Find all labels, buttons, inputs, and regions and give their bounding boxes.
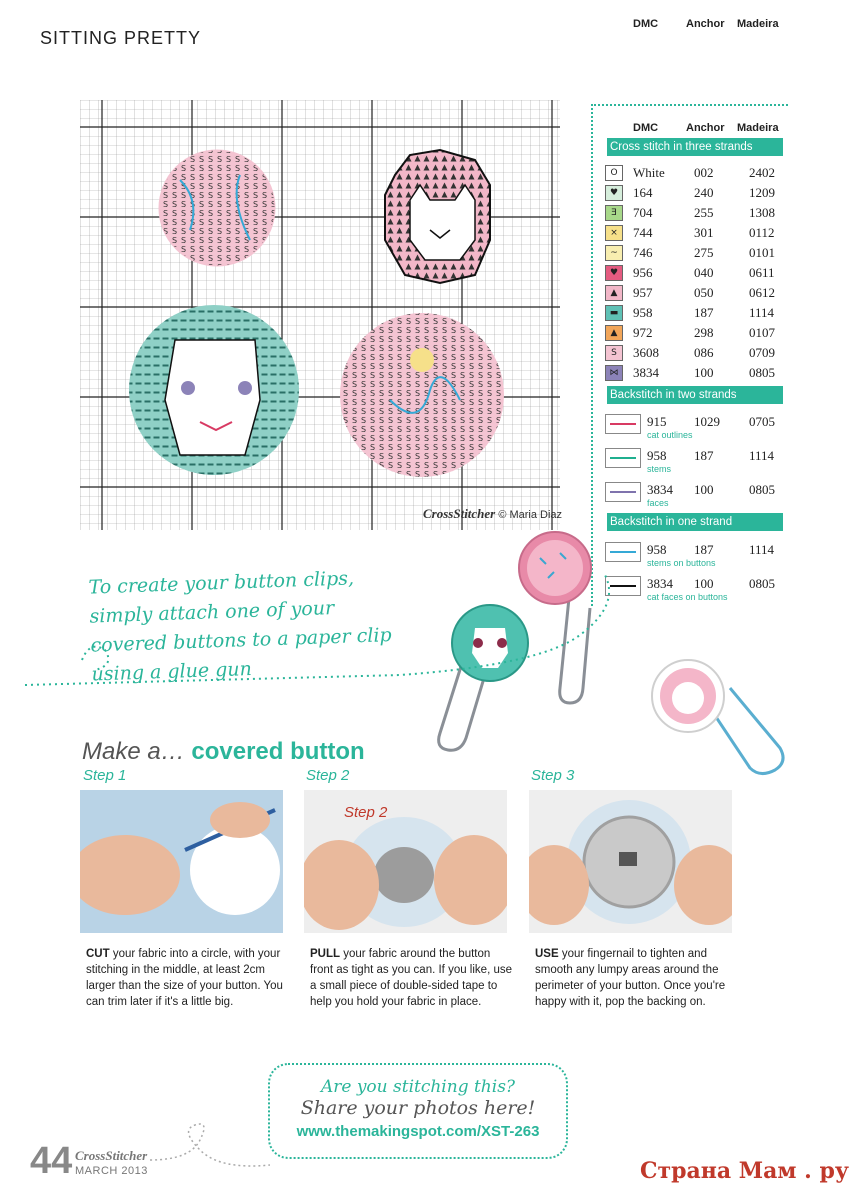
key-dmc: 3608 [633,345,659,360]
key-col-madeira: Madeira [737,18,779,30]
step-3-body: your fingernail to tighten and smooth any lumpy areas around the perimeter of your button. Once you're happy with it, pop the backing on. [535,948,726,1008]
key-anchor: 240 [694,185,714,200]
key-anchor: 187 [694,448,714,463]
stitch-symbol-icon: ~ [605,245,623,261]
key-madeira: 1114 [749,542,775,557]
how-to-prefix: Make a… [82,738,185,765]
key-madeira: 0107 [749,325,775,340]
key-cross-row [605,363,785,383]
key-header-anchor: Anchor [686,122,725,134]
key-anchor: 100 [694,576,714,591]
key-dmc: 3834 [647,482,673,497]
key-dmc: 957 [633,285,653,300]
chart-credit [423,506,562,522]
how-to-subject: covered button [191,738,365,765]
step-1-label: Step 1 [83,767,127,784]
key-section-back1: Backstitch in one strand [607,513,783,531]
key-header-madeira: Madeira [737,122,779,134]
key-anchor: 275 [694,245,714,260]
footer-issue: MARCH 2013 [75,1165,148,1177]
key-anchor: 255 [694,205,714,220]
key-header-dmc: DMC [633,122,659,134]
key-cross-row [605,323,785,343]
step-2-label: Step 2 [306,767,350,784]
key-dmc: 704 [633,205,653,220]
key-madeira: 0611 [749,265,775,280]
stitch-symbol-icon: ▬ [605,305,623,321]
stitch-symbol-icon: ⋈ [605,365,623,381]
stitch-symbol-icon: ▲ [605,285,623,301]
key-anchor: 050 [694,285,714,300]
step-1-text [86,946,291,1010]
credit-designer: © Maria Diaz [498,509,563,521]
key-cross-row [605,163,785,183]
step-3-verb: USE [535,948,559,960]
key-dmc: 164 [633,185,653,200]
key-cross-row [605,203,785,223]
key-cross-row [605,263,785,283]
footer-dotted-flourish [150,1120,270,1180]
stitch-symbol-icon: O [605,165,623,181]
share-link[interactable]: www.themakingspot.com/XST-263 [296,1123,540,1140]
step-2-body: your fabric around the button front as tight as you can. If you like, use a small piece of double-sided tape to help you hold your fabric in place. [310,948,512,1008]
key-backstitch-row [605,444,785,478]
key-madeira: 0805 [749,576,775,591]
key-col-anchor: Anchor [686,18,725,30]
key-usage: stems on buttons [647,558,716,568]
backstitch-line-icon [605,448,641,468]
credit-brand: CrossStitcher [423,506,496,521]
key-madeira: 2402 [749,165,775,180]
stitch-symbol-icon: × [605,225,623,241]
key-madeira: 0805 [749,365,775,380]
site-watermark: Страна Мам . ру [640,1158,849,1184]
key-cross-row [605,223,785,243]
key-col-dmc: DMC [633,18,659,30]
key-section-cross: Cross stitch in three strands [607,138,783,156]
key-anchor: 187 [694,305,714,320]
key-madeira: 0112 [749,225,775,240]
key-anchor: 002 [694,165,714,180]
key-usage: faces [647,498,669,508]
step-3-text [535,946,740,1010]
key-anchor: 298 [694,325,714,340]
key-madeira: 0709 [749,345,775,360]
key-backstitch-row [605,478,785,512]
key-dmc: 958 [633,305,653,320]
key-anchor: 086 [694,345,714,360]
step-3-label: Step 3 [531,767,575,784]
stitch-symbol-icon: ♥ [605,185,623,201]
step-2-photo [304,790,507,933]
key-cross-row [605,303,785,323]
backstitch-swatch [610,457,636,459]
key-cross-row [605,283,785,303]
key-usage: cat outlines [647,430,693,440]
key-dmc: 746 [633,245,653,260]
key-dmc: 972 [633,325,653,340]
key-dmc: 915 [647,414,667,429]
backstitch-line-icon [605,414,641,434]
key-cross-row [605,343,785,363]
section-title: SITTING PRETTY [40,28,202,48]
key-madeira: 0805 [749,482,775,497]
footer-magazine: CrossStitcher [75,1148,148,1163]
key-anchor: 301 [694,225,714,240]
key-anchor: 100 [694,482,714,497]
key-madeira: 1114 [749,305,775,320]
step-1-verb: CUT [86,948,110,960]
key-madeira: 0705 [749,414,775,429]
share-prompt: Share your photos here! [300,1097,536,1119]
stitch-symbol-icon: S [605,345,623,361]
key-dmc: 744 [633,225,653,240]
step-3-photo [529,790,732,933]
step-1-photo [80,790,283,933]
key-dmc: 3834 [647,576,673,591]
key-anchor: 040 [694,265,714,280]
key-madeira: 1308 [749,205,775,220]
key-usage: stems [647,464,672,474]
key-dmc: 3834 [633,365,659,380]
key-anchor: 187 [694,542,714,557]
button-clip-tip: To create your button clips, simply attach one of your covered buttons to a paper clip using a glue gun [88,567,392,686]
backstitch-swatch [610,491,636,493]
stitch-symbol-icon: ▲ [605,325,623,341]
key-section-back2: Backstitch in two strands [607,386,783,404]
key-dmc: 956 [633,265,653,280]
step-1-body: your fabric into a circle, with your stitching in the middle, at least 2cm larger than the size of your button. You can trim later if it's a little big. [86,948,283,1008]
step-2-text [310,946,515,1010]
page-number: 44 [30,1140,73,1182]
key-madeira: 1114 [749,448,775,463]
key-cross-row [605,243,785,263]
key-anchor: 1029 [694,414,720,429]
stitch-symbol-icon: ♥ [605,265,623,281]
how-to-title [82,738,365,766]
step-2-verb: PULL [310,948,341,960]
key-cross-row [605,183,785,203]
key-madeira: 0101 [749,245,775,260]
share-question: Are you stitching this? [320,1077,516,1097]
key-backstitch-row [605,410,785,444]
key-madeira: 0612 [749,285,775,300]
motif-pink-button [159,150,275,266]
cross-stitch-chart [80,100,563,530]
key-dmc: 958 [647,542,667,557]
stitch-symbol-icon: Ǝ [605,205,623,221]
motif-mixed-button [340,313,504,477]
key-anchor: 100 [694,365,714,380]
key-dmc: White [633,165,665,180]
share-photos-box [268,1063,568,1159]
backstitch-swatch [610,423,636,425]
step-2-photo-label: Step 2 [344,804,388,821]
backstitch-line-icon [605,482,641,502]
key-usage: cat faces on buttons [647,592,728,602]
key-madeira: 1209 [749,185,775,200]
key-dmc: 958 [647,448,667,463]
